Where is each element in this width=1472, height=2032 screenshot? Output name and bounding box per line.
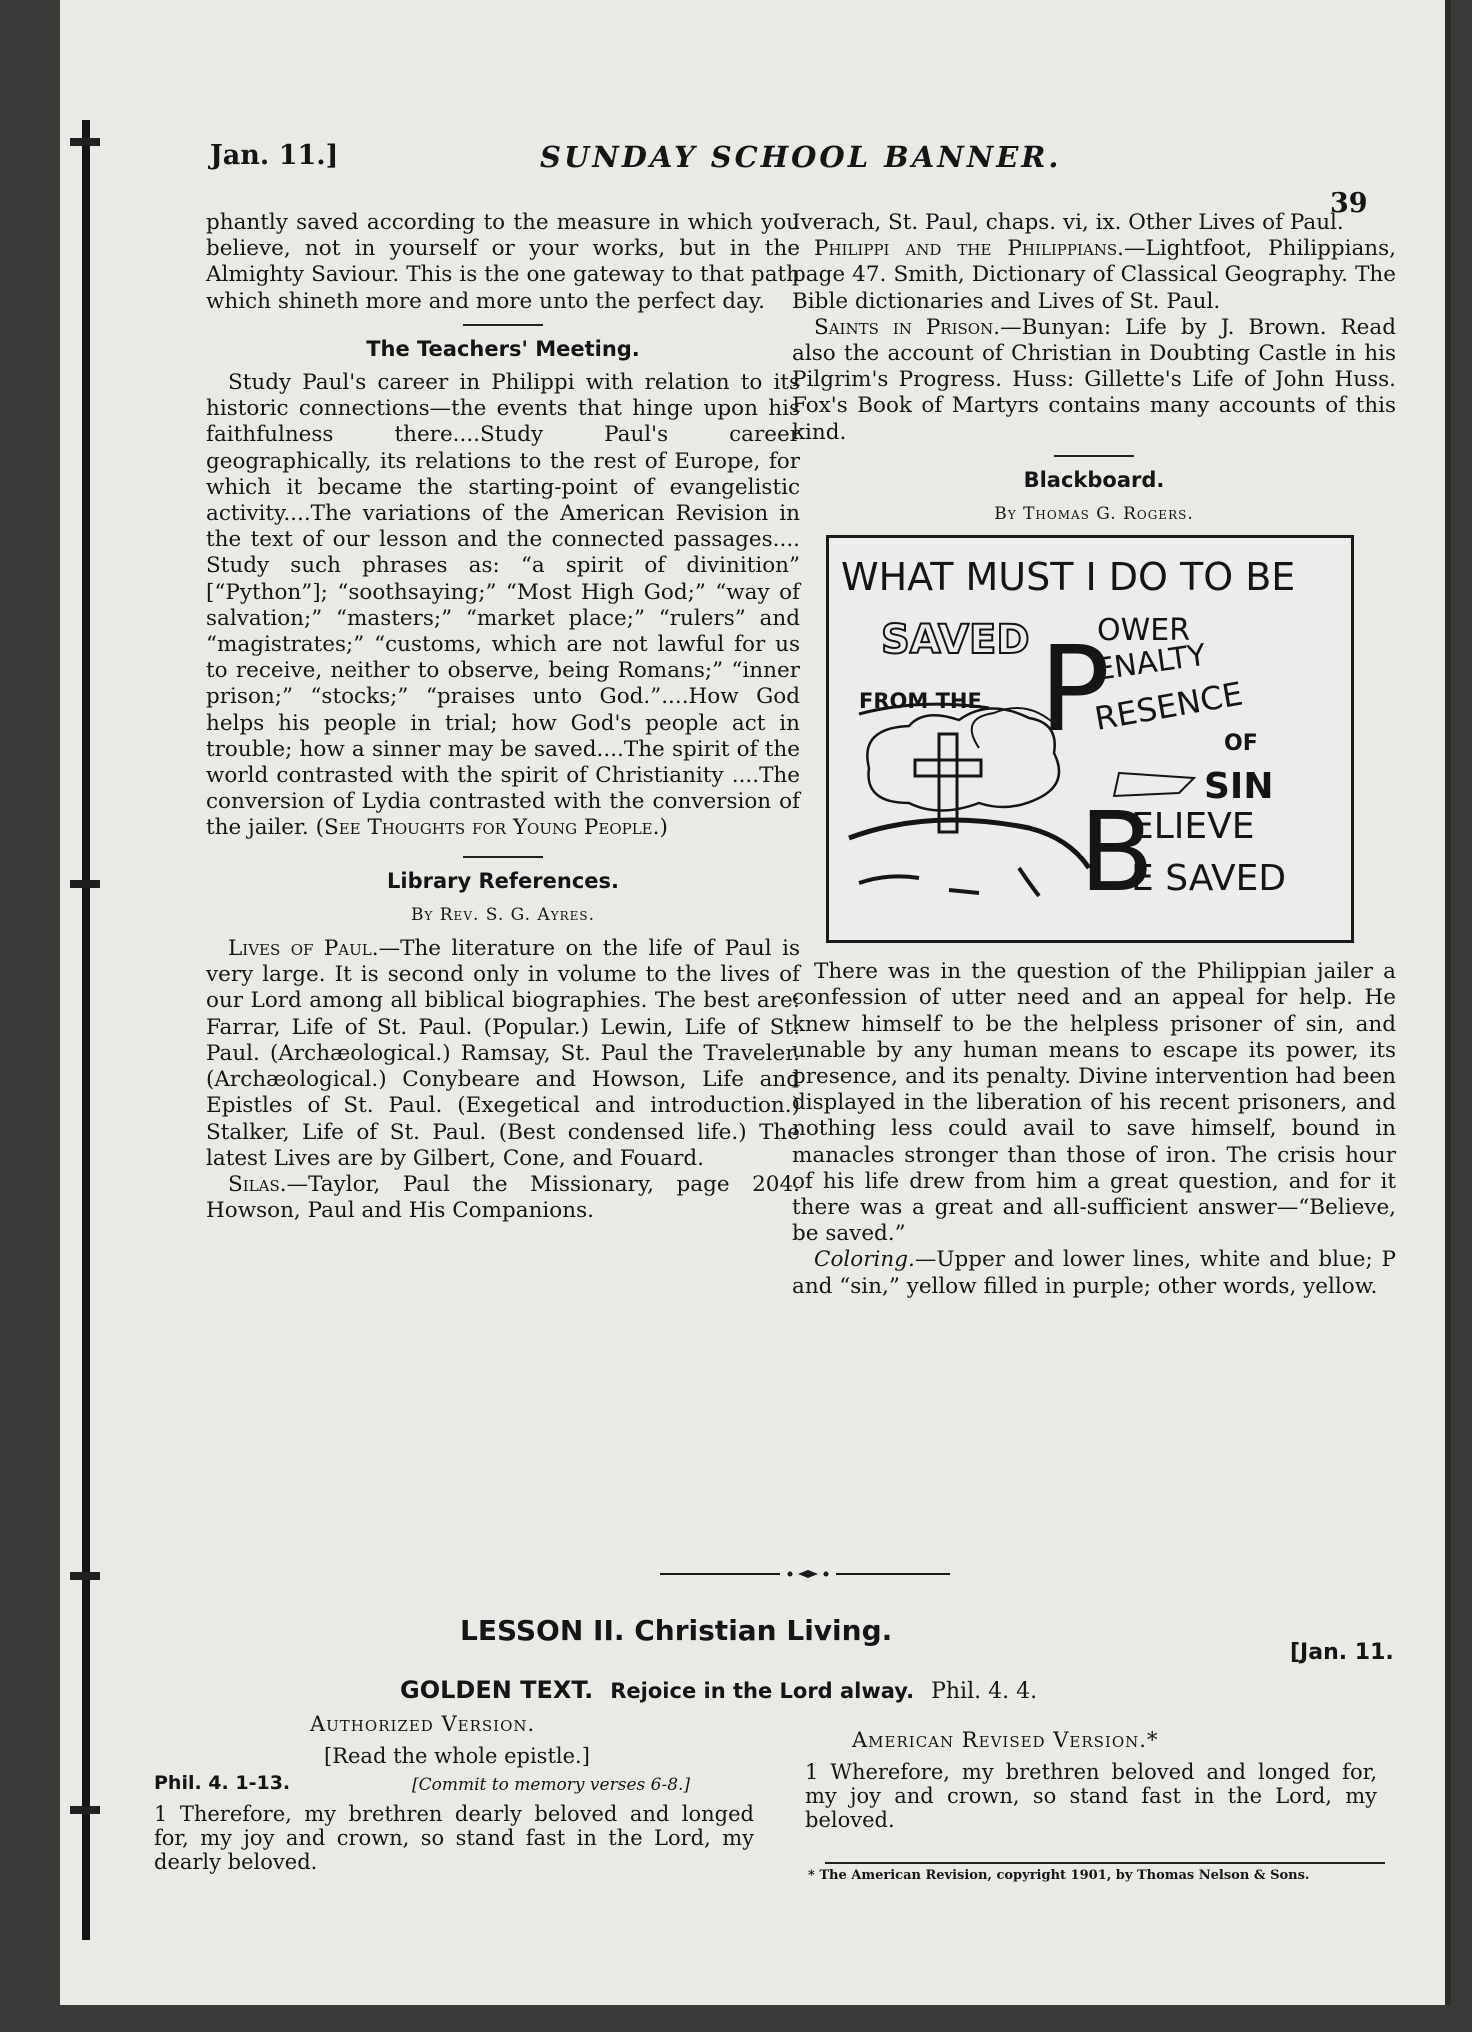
teachers-meeting-body: Study Paul's career in Philippi with relation to its historic connections—the events that hinge upon his faithfulness there....Study Paul's career geographically, its relations to the rest of Europe, for which it became the starting-point of evangelistic activity....The variations of the American Revision in the text of our lesson and the connected passages.... Study such phrases as: “a spirit of divinition” [“Python”]; “soothsaying;” “Most High God;” “way of salvation;” “masters;” “market place;” “rulers” and “magistrates;” “customs, which are not lawful for us to receive, neither to observe, being Romans;” “inner prison;” “stocks;” “praises unto God.”....How God helps his people in trial; how God's people act in trouble; how a sinner may be saved....The spirit of the world contrasted with the spirit of Christianity ....The conversion of Lydia contrasted with the conversion of the jailer. <box>206 370 800 841</box>
blackboard-byline: By Thomas G. Rogers. <box>994 504 1194 525</box>
library-byline: By Rev. S. G. Ayres. <box>410 904 596 925</box>
blackboard-line1: WHAT MUST I DO TO BE <box>841 555 1296 600</box>
ornament-divider <box>660 1568 950 1580</box>
coloring-text: —Upper and lower lines, white and blue; P and “sin,” yellow filled in purple; other words, yellow. <box>792 1247 1396 1299</box>
lesson-date: [Jan. 11. <box>1290 1640 1394 1665</box>
blackboard-from-the: FROM THE <box>859 689 982 714</box>
coloring-label: Coloring. <box>814 1247 915 1273</box>
revised-verse: 1 Wherefore, my brethren beloved and longed for, my joy and crown, so stand fast in the Lord, my beloved. <box>805 1760 1377 1832</box>
binding-stitch <box>70 1572 100 1580</box>
cross-beam <box>915 760 981 776</box>
iverach-paragraph: Iverach, St. Paul, chaps. vi, ix. Other Lives of Paul. <box>792 210 1344 235</box>
authorized-version-heading: Authorized Version. <box>310 1712 536 1736</box>
blackboard-b-letter: B <box>1079 788 1155 917</box>
section-divider <box>463 856 543 858</box>
blackboard-p-letter: P <box>1039 620 1111 759</box>
blackboard-ower: OWER <box>1097 613 1191 649</box>
saints-label: Saints in Prison. <box>814 314 1001 340</box>
golden-text-body: Rejoice in the Lord alway. <box>610 1679 915 1703</box>
hill-stroke <box>849 820 1089 868</box>
page-number: 39 <box>1330 188 1368 219</box>
silas-label: Silas. <box>228 1171 287 1197</box>
blackboard-heading: Blackboard. <box>1023 467 1165 492</box>
blackboard-drawing <box>829 538 1351 940</box>
lives-of-paul-paragraph <box>206 936 800 1172</box>
magazine-title: SUNDAY SCHOOL BANNER. <box>540 140 1062 174</box>
memory-note: [Commit to memory verses 6-8.] <box>412 1775 691 1795</box>
lesson-title: LESSON II. Christian Living. <box>460 1614 893 1647</box>
teachers-meeting-heading: The Teachers' Meeting. <box>366 336 640 361</box>
golden-text-reference: Phil. 4. 4. <box>931 1679 1038 1704</box>
binding-stitch <box>70 1806 100 1814</box>
section-divider <box>1054 455 1134 457</box>
magazine-page <box>60 0 1451 2005</box>
footnote-rule <box>825 1862 1385 1864</box>
read-note: [Read the whole epistle.] <box>324 1744 590 1768</box>
silas-paragraph <box>206 1172 800 1224</box>
blackboard-resence: RESENCE <box>1091 674 1246 739</box>
intro-paragraph: phantly saved according to the measure in which you believe, not in yourself or your works, but in the Almighty Saviour. This is the one gateway to that path which shineth more and more unto the perfect day. <box>206 210 800 314</box>
philippi-label: Philippi and the Philippians. <box>814 236 1124 262</box>
blackboard-e-saved: E SAVED <box>1131 858 1287 900</box>
header-date: Jan. 11.] <box>210 140 339 171</box>
blackboard-elieve: ELIEVE <box>1131 806 1255 848</box>
see-note: (See Thoughts for Young People.) <box>315 815 668 841</box>
lives-text: —The literature on the life of Paul is very large. It is second only in volume to the lives of our Lord among all biblical biographies. The best are: Farrar, Life of St. Paul. (Popular.) Lewin, Life of St. Paul. (Archæological.) Ramsay, St. Paul the Traveler. (Archæological.) Conybeare and Howson, Life and Epistles of St. Paul. (Exegetical and introduction.) Stalker, Life of St. Paul. (Best condensed life.) The latest Lives are by Gilbert, Cone, and Fouard. <box>206 936 800 1171</box>
binding-stitch <box>70 138 100 146</box>
footnote: * The American Revision, copyright 1901, by Thomas Nelson & Sons. <box>808 1868 1310 1883</box>
philippi-paragraph <box>792 236 1396 315</box>
ground-stroke <box>949 890 979 893</box>
golden-text <box>400 1676 1037 1704</box>
saints-paragraph <box>792 315 1396 446</box>
library-heading: Library References. <box>386 868 619 893</box>
authorized-verse: 1 Therefore, my brethren dearly beloved and longed for, my joy and crown, so stand fast in the Lord, my dearly beloved. <box>154 1802 754 1874</box>
blackboard-of: OF <box>1224 731 1258 757</box>
golden-text-label: GOLDEN TEXT. <box>400 1676 594 1704</box>
teachers-meeting-paragraph <box>206 370 800 842</box>
cross-post <box>939 734 957 832</box>
blackboard-sin: SIN <box>1204 766 1274 808</box>
philippi-text: —Lightfoot, Philippians, page 47. Smith, Dictionary of Classical Geography. The Bible dictionaries and Lives of St. Paul. <box>792 236 1397 314</box>
blackboard-illustration <box>826 535 1354 943</box>
commentary-paragraph: There was in the question of the Philippian jailer a confession of utter need and an appeal for help. He knew himself to be the helpless prisoner of sin, and unable by any human means to escape its power, its presence, and its penalty. Divine intervention had been displayed in the liberation of his recent prisoners, and nothing less could avail to save himself, bound in manacles stronger than those of iron. The crisis hour of his life drew from him a great question, and for it there was a great and all-sufficient answer—“Believe, be saved.” <box>792 959 1396 1247</box>
section-divider <box>463 324 543 326</box>
ground-stroke <box>1019 868 1039 896</box>
revised-version-heading: American Revised Version.* <box>852 1728 1159 1752</box>
silas-text: —Taylor, Paul the Missionary, page 204. Howson, Paul and His Companions. <box>206 1171 800 1224</box>
ground-stroke <box>859 877 919 884</box>
blackboard-enalty: ENALTY <box>1093 638 1209 689</box>
saints-text: —Bunyan: Life by J. Brown. Read also the account of Christian in Doubting Castle in his Pilgrim's Progress. Huss: Gillette's Life of John Huss. Fox's Book of Martyrs contains many accounts of this kind. <box>792 314 1396 445</box>
binding-stitch <box>70 880 100 888</box>
blackboard-saved: SAVED <box>881 617 1030 664</box>
coloring-paragraph <box>792 1247 1396 1299</box>
lives-label: Lives of Paul. <box>228 936 379 962</box>
binding-spine <box>82 120 90 1940</box>
scripture-reference: Phil. 4. 1-13. <box>154 1772 291 1794</box>
right-column <box>792 210 1396 1300</box>
left-column <box>206 210 800 1224</box>
